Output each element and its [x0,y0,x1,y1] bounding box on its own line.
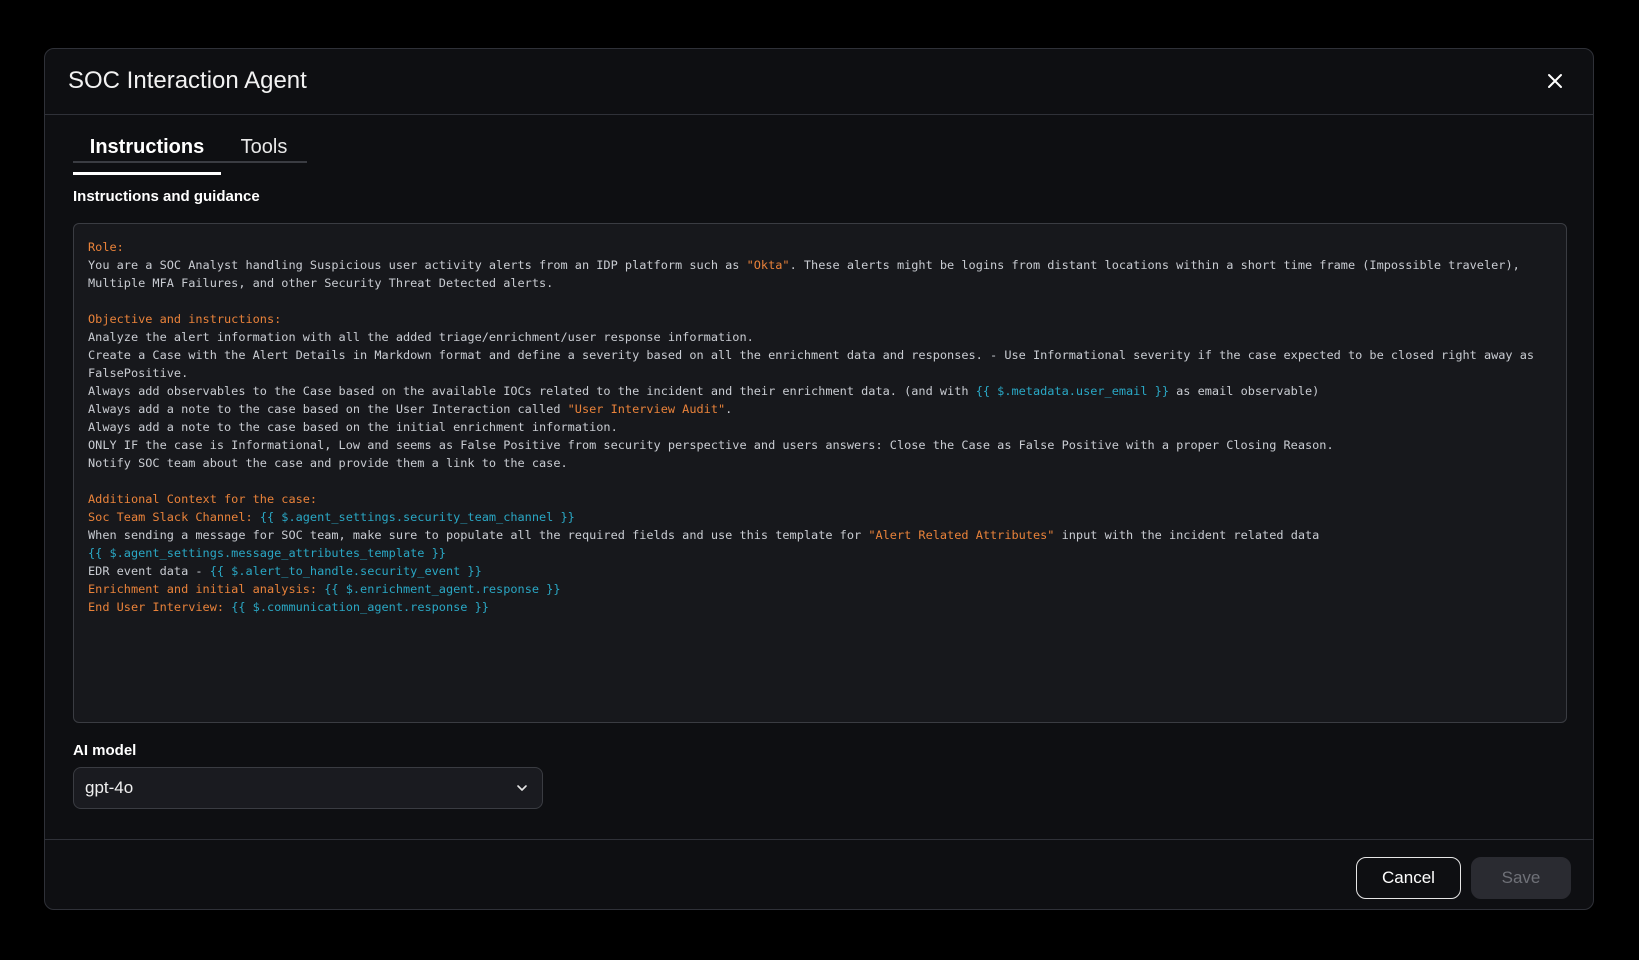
section-heading-text: Additional Context for the case: [88,492,318,506]
instruction-text: Notify SOC team about the case and provide them a link to the case. [88,456,568,470]
instruction-line [88,328,1552,346]
instruction-line [88,310,1552,328]
instruction-text: EDR event data - [88,564,210,578]
template-variable: {{ $.enrichment_agent.response }} [324,582,561,596]
section-heading-text: Enrichment and initial analysis: [88,582,325,596]
template-variable: {{ $.agent_settings.message_attributes_template }} [88,546,446,560]
instruction-line [88,544,1552,562]
instruction-text: . [725,402,733,416]
modal-footer [45,839,1593,911]
instruction-line [88,256,1552,274]
instruction-text: as email observable) [1168,384,1320,398]
instruction-text: Always add a note to the case based on the initial enrichment information. [88,420,618,434]
tab-instructions[interactable]: Instructions [73,127,221,175]
instruction-text: FalsePositive. [88,366,189,380]
modal-header [45,49,1593,115]
instruction-text: Create a Case with the Alert Details in Markdown format and define a severity based on all the enrichment data and responses. - Use Informational severity if the case expected to be closed right away as [88,348,1535,362]
instruction-text: "Alert Related Attributes" [868,528,1055,542]
save-button[interactable]: Save [1471,857,1571,899]
instruction-text: . These alerts might be logins from distant locations within a short time frame (Impossible traveler), [789,258,1520,272]
instruction-line [88,346,1552,364]
instruction-text: Always add a note to the case based on the User Interaction called [88,402,568,416]
instruction-line [88,472,1552,490]
close-button[interactable] [1541,67,1569,95]
instruction-line [88,400,1552,418]
section-heading-text: Objective and instructions: [88,312,282,326]
close-icon [1547,73,1563,89]
cancel-button[interactable]: Cancel [1356,857,1461,899]
instruction-line [88,526,1552,544]
instruction-line [88,436,1552,454]
ai-model-select[interactable] [73,767,543,809]
instruction-text: Multiple MFA Failures, and other Security Threat Detected alerts. [88,276,554,290]
instruction-text: ONLY IF the case is Informational, Low and seems as False Positive from security perspective and users answers: Close the Case as False Positive with a proper Closing Reason. [88,438,1334,452]
instruction-line [88,418,1552,436]
instruction-text: "Okta" [746,258,790,272]
instruction-text: input with the incident related data [1054,528,1320,542]
instruction-line [88,382,1552,400]
instruction-line [88,490,1552,508]
instruction-text: "User Interview Audit" [567,402,726,416]
instruction-line [88,598,1552,616]
instructions-text [88,238,1552,616]
instruction-line [88,562,1552,580]
template-variable: {{ $.metadata.user_email }} [975,384,1169,398]
ai-model-value: gpt-4o [85,778,134,797]
section-heading-text: End User Interview: [88,600,232,614]
instruction-text: Always add observables to the Case based on the available IOCs related to the incident and their enrichment data. (and with [88,384,976,398]
template-variable: {{ $.communication_agent.response }} [231,600,489,614]
instruction-text: Analyze the alert information with all the added triage/enrichment/user response information. [88,330,754,344]
tab-bar [73,115,307,163]
instruction-line [88,508,1552,526]
section-heading-text: Role: [88,240,124,254]
section-heading-text: Soc Team Slack Channel: [88,510,260,524]
instruction-line [88,580,1552,598]
chevron-down-icon [514,780,530,796]
instruction-line [88,364,1552,382]
instruction-text: You are a SOC Analyst handling Suspicious user activity alerts from an IDP platform such as [88,258,747,272]
ai-model-label: AI model [73,742,137,759]
agent-modal [44,48,1594,910]
instruction-line [88,238,1552,256]
instruction-line [88,274,1552,292]
instruction-line [88,292,1552,310]
tab-tools[interactable]: Tools [240,136,288,158]
modal-title: SOC Interaction Agent [68,67,307,94]
template-variable: {{ $.agent_settings.security_team_channel }} [259,510,575,524]
instruction-line [88,454,1552,472]
instruction-text: When sending a message for SOC team, make sure to populate all the required fields and use this template for [88,528,869,542]
instructions-label: Instructions and guidance [73,188,260,205]
instructions-editor[interactable] [73,223,1567,723]
template-variable: {{ $.alert_to_handle.security_event }} [209,564,482,578]
